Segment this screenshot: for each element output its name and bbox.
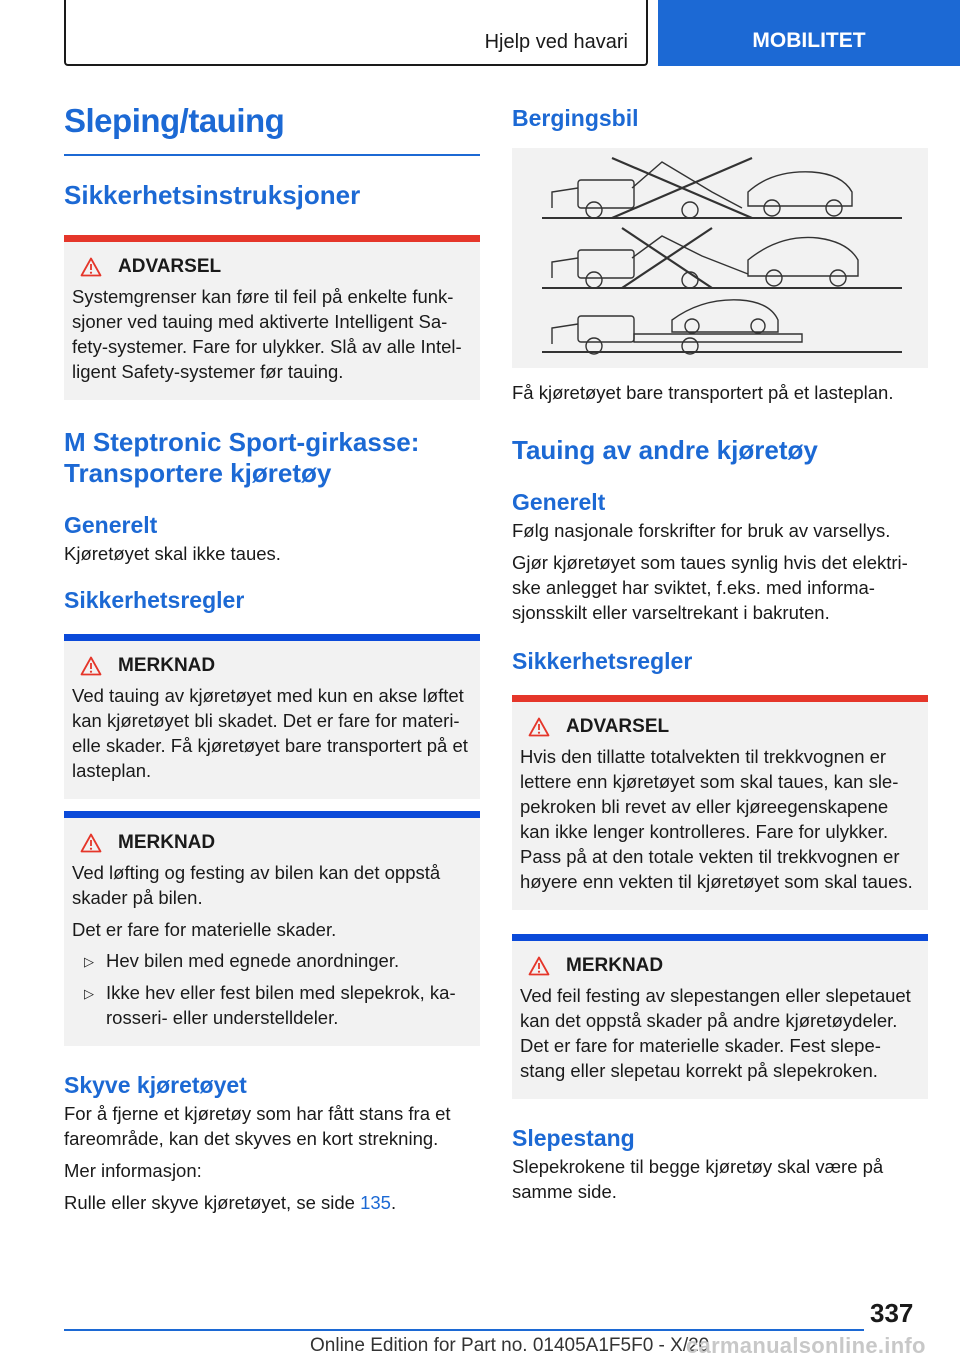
- chapter-tab[interactable]: MOBILITET: [658, 0, 960, 66]
- cross-reference: [64, 1190, 480, 1215]
- warning-label: ADVARSEL: [118, 256, 222, 277]
- tow-truck-heading: Bergingsbil: [512, 105, 639, 131]
- reference-end: .: [390, 1192, 397, 1213]
- warning-triangle-icon: [528, 956, 550, 976]
- list-item: [72, 980, 472, 1030]
- warning-triangle-icon: [80, 656, 102, 676]
- page-title: Sleping/tauing: [64, 90, 480, 156]
- towbar-text: Slepekrokene til begge kjøretøy skal være på samme side.: [512, 1156, 884, 1202]
- note-label: MERKNAD: [566, 955, 664, 976]
- bullet-triangle-icon: ▷: [84, 954, 94, 969]
- rules-heading: Sikkerhetsregler: [512, 648, 693, 674]
- steptronic-heading: M Steptronic Sport-girkasse: Transportere kjøretøy: [64, 427, 420, 488]
- list-item-text: Hev bilen med egnede anordninger.: [106, 950, 400, 971]
- note-label: MERKNAD: [118, 655, 216, 676]
- warning-triangle-icon: [528, 717, 550, 737]
- generelt-heading: Generelt: [512, 489, 606, 515]
- generelt-text: Gjør kjøretøyet som taues synlig hvis det elektri-ske anlegget har sviktet, f.eks. med informa-sjonsskilt eller varseltrekant i bakruten.: [512, 552, 908, 623]
- note-title: [522, 955, 920, 977]
- figure-caption: Få kjøretøyet bare transportert på et lasteplan.: [512, 382, 894, 403]
- right-column: [512, 90, 928, 1204]
- note-text: Ved tauing av kjøretøyet med kun en akse løftet kan kjøretøyet bli skadet. Det er fare for materi-elle skader. Få kjøretøyet bare transportert på et lasteplan.: [72, 685, 468, 781]
- warning-title: [522, 716, 920, 738]
- note-text: Det er fare for materielle skader.: [72, 919, 337, 940]
- note-box-2: [64, 811, 480, 1046]
- reference-text: Rulle eller skyve kjøretøyet, se side: [64, 1192, 361, 1213]
- generelt-heading: Generelt: [64, 512, 158, 538]
- edition-text: Online Edition for Part no. 01405A1F5F0 - X/20: [310, 1335, 710, 1356]
- tow-illustration: [512, 148, 928, 368]
- note-text: Ved løfting og festing av bilen kan det oppstå skader på bilen.: [72, 862, 441, 908]
- safety-heading: Sikkerhetsinstruksjoner: [64, 180, 361, 210]
- warning-text: Hvis den tillatte totalvekten til trekkvognen er lettere enn kjøretøyet som skal taues, kan sle-pekroken bli revet av eller kjøreegenskapene kan ikke lenger kontrolleres. Fare for ulykker. Pass på at den totale vekten til trekkvognen er høyere enn vekten til kjøretøyet som skal taues.: [520, 746, 913, 892]
- warning-text: Systemgrenser kan føre til feil på enkelte funk-sjoner ved tauing med aktiverte Intelligent Sa-fety-systemer. Fare for ulykker. Slå av alle Intel-ligent Safety-systemer før tauing.: [72, 286, 462, 382]
- generelt-text: Følg nasjonale forskrifter for bruk av varsellys.: [512, 520, 891, 541]
- towing-diagram-image: [512, 148, 928, 368]
- push-text: For å fjerne et kjøretøy som har fått stans fra et fareområde, kan det skyves en kort strekning.: [64, 1103, 451, 1149]
- note-box: [512, 934, 928, 1099]
- page-link[interactable]: 135: [360, 1192, 391, 1213]
- generelt-text: Kjøretøyet skal ikke taues.: [64, 543, 281, 564]
- warning-box: [512, 695, 928, 910]
- watermark: carmanualsonline.info: [686, 1333, 926, 1358]
- note-label: MERKNAD: [118, 832, 216, 853]
- push-heading: Skyve kjøretøyet: [64, 1072, 247, 1098]
- warning-box: [64, 235, 480, 400]
- note-title: [74, 832, 472, 854]
- list-item: [72, 948, 472, 974]
- warning-title: [74, 256, 472, 278]
- list-item-text: Ikke hev eller fest bilen med slepekrok, ka-rosseri- eller understelldeler.: [106, 982, 456, 1028]
- left-column: [64, 90, 480, 1215]
- warning-triangle-icon: [80, 833, 102, 853]
- warning-triangle-icon: [80, 257, 102, 277]
- note-box-1: [64, 634, 480, 799]
- header-frame: [64, 0, 648, 66]
- rules-heading: Sikkerhetsregler: [64, 587, 245, 613]
- others-heading: Tauing av andre kjøretøy: [512, 435, 818, 465]
- towbar-heading: Slepestang: [512, 1125, 635, 1151]
- note-title: [74, 655, 472, 677]
- more-info-label: Mer informasjon:: [64, 1160, 202, 1181]
- page-number: 337: [870, 1298, 914, 1328]
- warning-label: ADVARSEL: [566, 716, 670, 737]
- footer-divider: [64, 1329, 864, 1331]
- note-text: Ved feil festing av slepestangen eller slepetauet kan det oppstå skader på andre kjøretøydeler. Det er fare for materielle skader. Fest slepe-stang eller slepetau korrekt på slepekroken.: [520, 985, 911, 1081]
- section-title: Hjelp ved havari: [484, 31, 628, 53]
- bullet-triangle-icon: ▷: [84, 986, 94, 1001]
